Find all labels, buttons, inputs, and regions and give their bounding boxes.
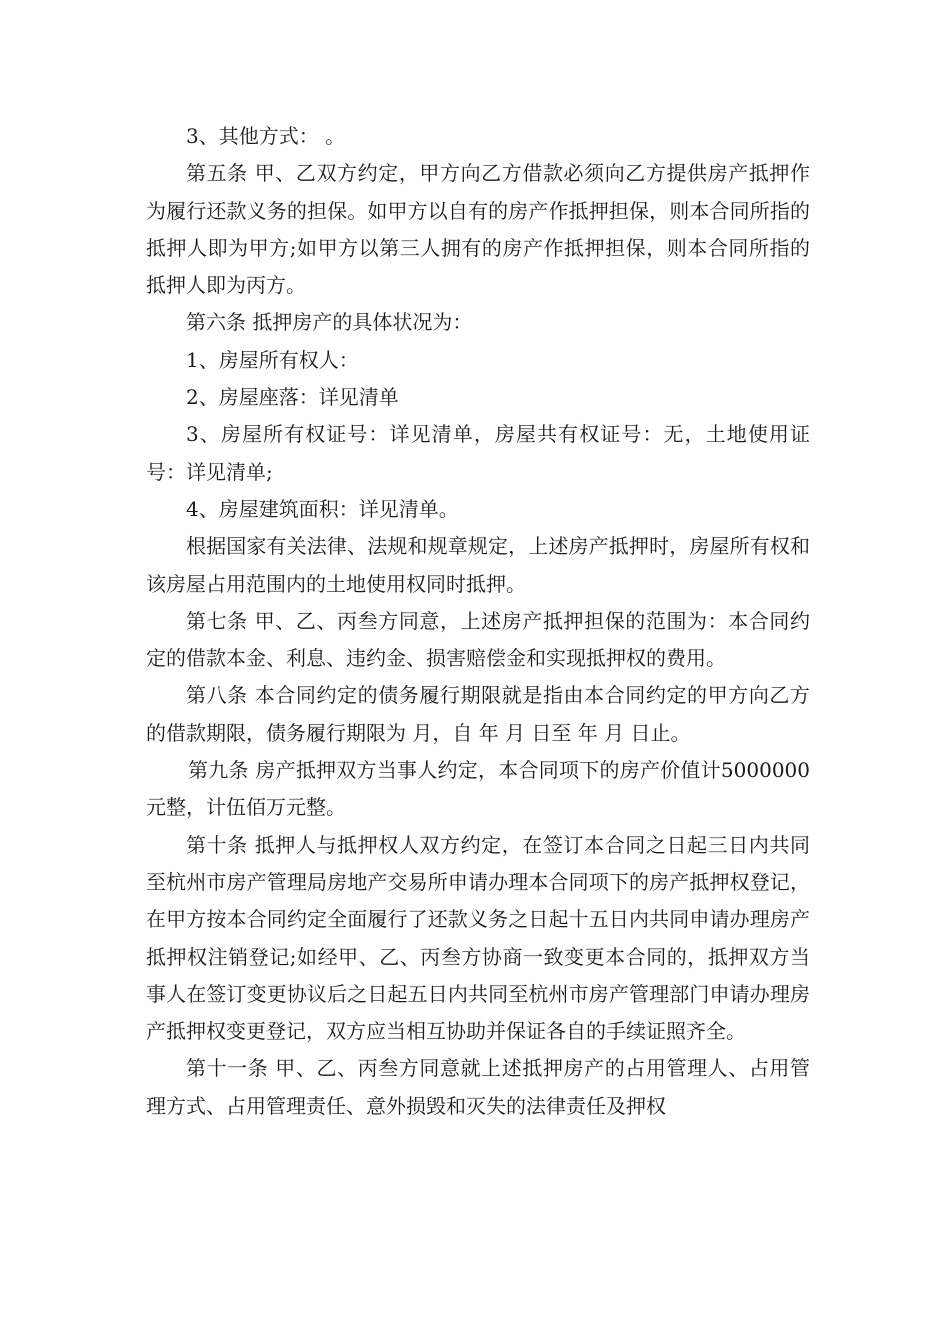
paragraph-article-8: 第八条 本合同约定的债务履行期限就是指由本合同约定的甲方向乙方的借款期限，债务履行期限为 月，自 年 月 日至 年 月 日止。 xyxy=(146,683,810,745)
paragraph-article-10: 第十条 抵押人与抵押权人双方约定，在签订本合同之日起三日内共同至杭州市房产管理局房地产交易所申请办理本合同项下的房产抵押权登记，在甲方按本合同约定全面履行了还款义务之日起十五日内共同申请办理房产抵押权注销登记;如经甲、乙、丙叁方协商一致变更本合同的，抵押双方当事人在签订变更协议后之日起五日内共同至杭州市房产管理部门申请办理房产抵押权变更登记，双方应当相互协助并保证各自的手续证照齐全。 xyxy=(146,832,810,1044)
paragraph-article-7: 第七条 甲、乙、丙叁方同意，上述房产抵押担保的范围为：本合同约定的借款本金、利息、违约金、损害赔偿金和实现抵押权的费用。 xyxy=(146,608,810,671)
paragraph-other-methods: 3、其他方式： 。 xyxy=(186,124,346,148)
paragraph-article-9: 第九条 房产抵押双方当事人约定，本合同项下的房产价值计5000000元整，计伍佰万元整。 xyxy=(146,758,810,820)
paragraph-location: 2、房屋座落：详见清单 xyxy=(186,385,399,410)
paragraph-owner: 1、房屋所有权人： xyxy=(186,347,359,372)
paragraph-article-5: 第五条 甲、乙双方约定，甲方向乙方借款必须向乙方提供房产抵押作为履行还款义务的担保。如甲方以自有的房产作抵押担保，则本合同所指的抵押人即为甲方;如甲方以第三人拥有的房产作抵押担保，则本合同所指的抵押人即为丙方。 xyxy=(146,161,810,298)
paragraph-legal-basis: 根据国家有关法律、法规和规章规定，上述房产抵押时，房屋所有权和该房屋占用范围内的土地使用权同时抵押。 xyxy=(146,534,810,596)
paragraph-article-11: 第十一条 甲、乙、丙叁方同意就上述抵押房产的占用管理人、占用管理方式、占用管理责任、意外损毁和灭失的法律责任及押权 xyxy=(146,1056,810,1118)
document-body xyxy=(146,118,810,1125)
paragraph-area: 4、房屋建筑面积：详见清单。 xyxy=(186,496,459,521)
paragraph-certificate: 3、房屋所有权证号：详见清单，房屋共有权证号：无，土地使用证号：详见清单; xyxy=(146,422,810,484)
paragraph-article-6: 第六条 抵押房产的具体状况为： xyxy=(186,310,473,335)
